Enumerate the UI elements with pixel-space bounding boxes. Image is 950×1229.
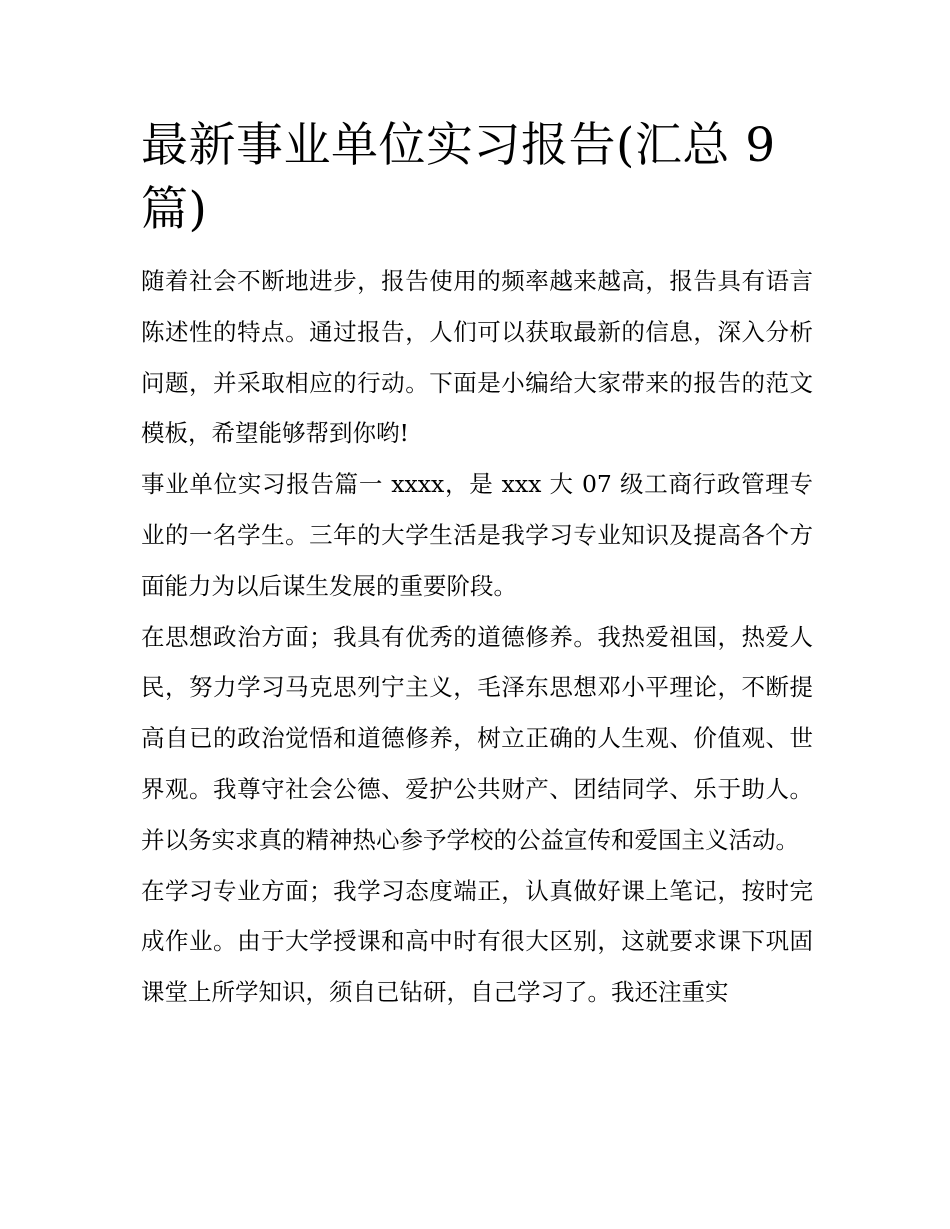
paragraph-report-one: 事业单位实习报告篇一 xxxx，是 xxx 大 07 级工商行政管理专业的一名学生。三年的大学生活是我学习专业知识及提高各个方面能力为以后谋生发展的重要阶段。 — [141, 470, 813, 600]
document-content — [141, 114, 813, 1018]
paragraph-intro: 随着社会不断地进步，报告使用的频率越来越高，报告具有语言陈述性的特点。通过报告，人们可以获取最新的信息，深入分析问题，并采取相应的行动。下面是小编给大家带来的报告的范文模板，希望能够帮到你哟! — [141, 267, 813, 448]
paragraph-political: 在思想政治方面；我具有优秀的道德修养。我热爱祖国，热爱人民，努力学习马克思列宁主义，毛泽东思想邓小平理论，不断提高自已的政治觉悟和道德修养，树立正确的人生观、价值观、世界观。我尊守社会公德、爱护公共财产、团结同学、乐于助人。并以务实求真的精神热心参予学校的公益宣传和爱国主义活动。 — [141, 622, 813, 854]
paragraph-study: 在学习专业方面；我学习态度端正，认真做好课上笔记，按时完成作业。由于大学授课和高中时有很大区别，这就要求课下巩固课堂上所学知识，须自已钻研，自己学习了。我还注重实 — [141, 876, 813, 1007]
document-title: 最新事业单位实习报告(汇总 9 篇) — [141, 118, 776, 237]
